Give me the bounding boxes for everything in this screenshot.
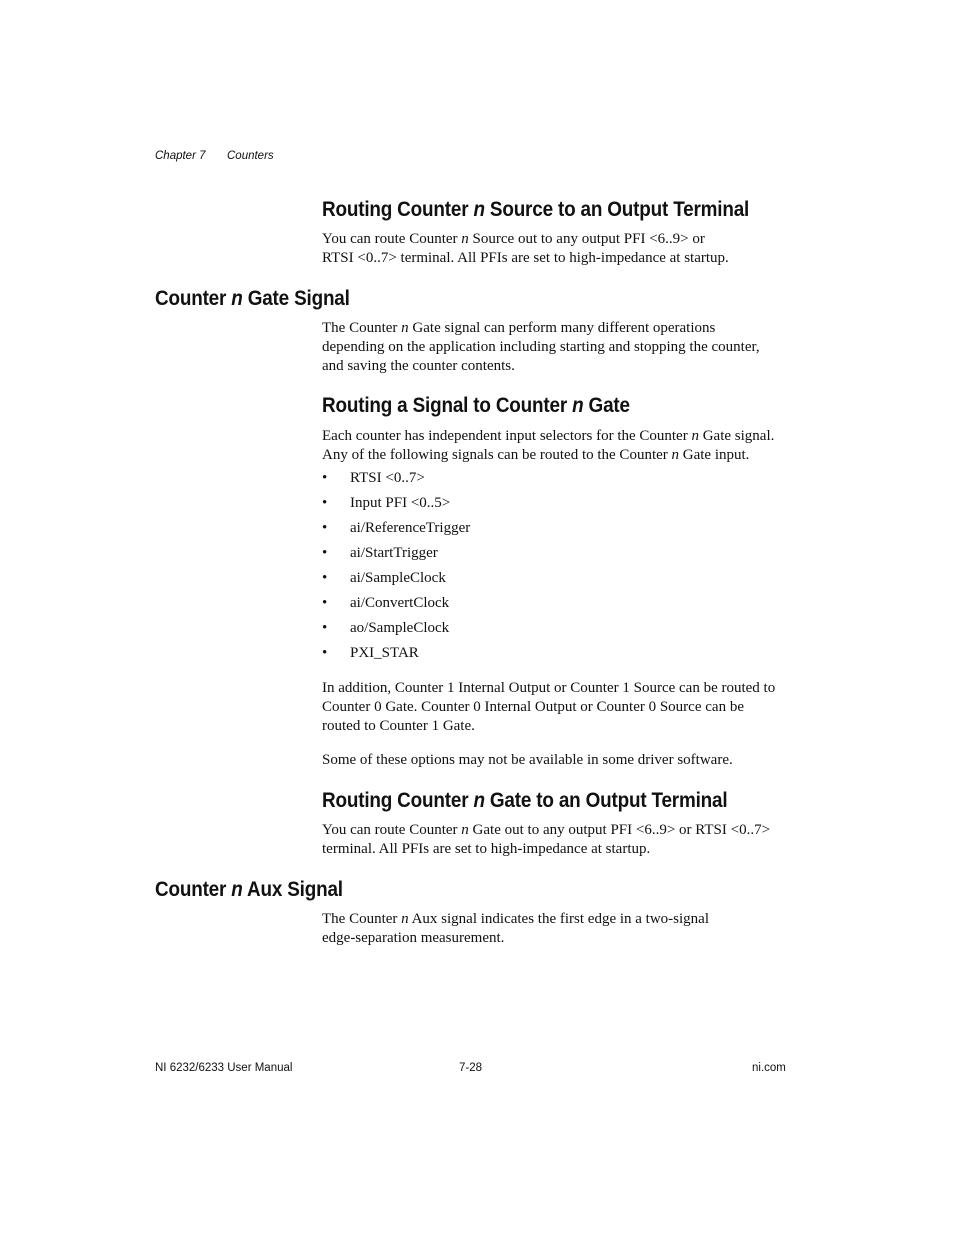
signal-list xyxy=(322,469,470,669)
heading-gate-signal: Counter n Gate Signal xyxy=(155,287,350,310)
list-item: • ai/ConvertClock xyxy=(322,595,450,611)
list-item: • PXI_STAR xyxy=(322,645,419,661)
header-chapter: Chapter 7 xyxy=(155,150,206,162)
list-item: • RTSI <0..7> xyxy=(322,470,425,486)
paragraph-gate-signal: The Counter n Gate signal can perform many different operations depending on the application including starting and stopping the counter, and saving the counter contents. xyxy=(322,320,760,374)
footer-website: ni.com xyxy=(752,1062,786,1074)
list-item: • ai/StartTrigger xyxy=(322,545,438,561)
paragraph-routing-signal-gate: Each counter has independent input selectors for the Counter n Gate signal. Any of the following signals can be routed to the Counter n Gate input. xyxy=(322,428,775,463)
paragraph-in-addition: In addition, Counter 1 Internal Output or Counter 1 Source can be routed to Counter 0 Gate. Counter 0 Internal Output or Counter 0 Source can be routed to Counter 1 Gate. xyxy=(322,680,776,734)
list-item: • ao/SampleClock xyxy=(322,620,450,636)
heading-routing-source-output: Routing Counter n Source to an Output Terminal xyxy=(322,198,750,221)
footer-manual-title: NI 6232/6233 User Manual xyxy=(155,1062,293,1074)
footer-page-number: 7-28 xyxy=(459,1062,483,1074)
paragraph-driver-note: Some of these options may not be available in some driver software. xyxy=(322,752,733,768)
paragraph-routing-gate-output: You can route Counter n Gate out to any output PFI <6..9> or RTSI <0..7> terminal. All PFIs are set to high-impedance at startup. xyxy=(322,822,771,857)
paragraph-aux-signal: The Counter n Aux signal indicates the first edge in a two-signal edge-separation measurement. xyxy=(322,911,710,946)
heading-routing-gate-output: Routing Counter n Gate to an Output Terminal xyxy=(322,789,728,812)
header-title: Counters xyxy=(227,150,274,162)
list-item: • ai/ReferenceTrigger xyxy=(322,520,471,536)
paragraph-routing-source-output: You can route Counter n Source out to any output PFI <6..9> or RTSI <0..7> terminal. All PFIs are set to high-impedance at startup. xyxy=(322,231,729,266)
list-item: • Input PFI <0..5> xyxy=(322,495,451,511)
heading-aux-signal: Counter n Aux Signal xyxy=(155,878,343,901)
heading-routing-signal-gate: Routing a Signal to Counter n Gate xyxy=(322,394,630,417)
list-item: • ai/SampleClock xyxy=(322,570,446,586)
